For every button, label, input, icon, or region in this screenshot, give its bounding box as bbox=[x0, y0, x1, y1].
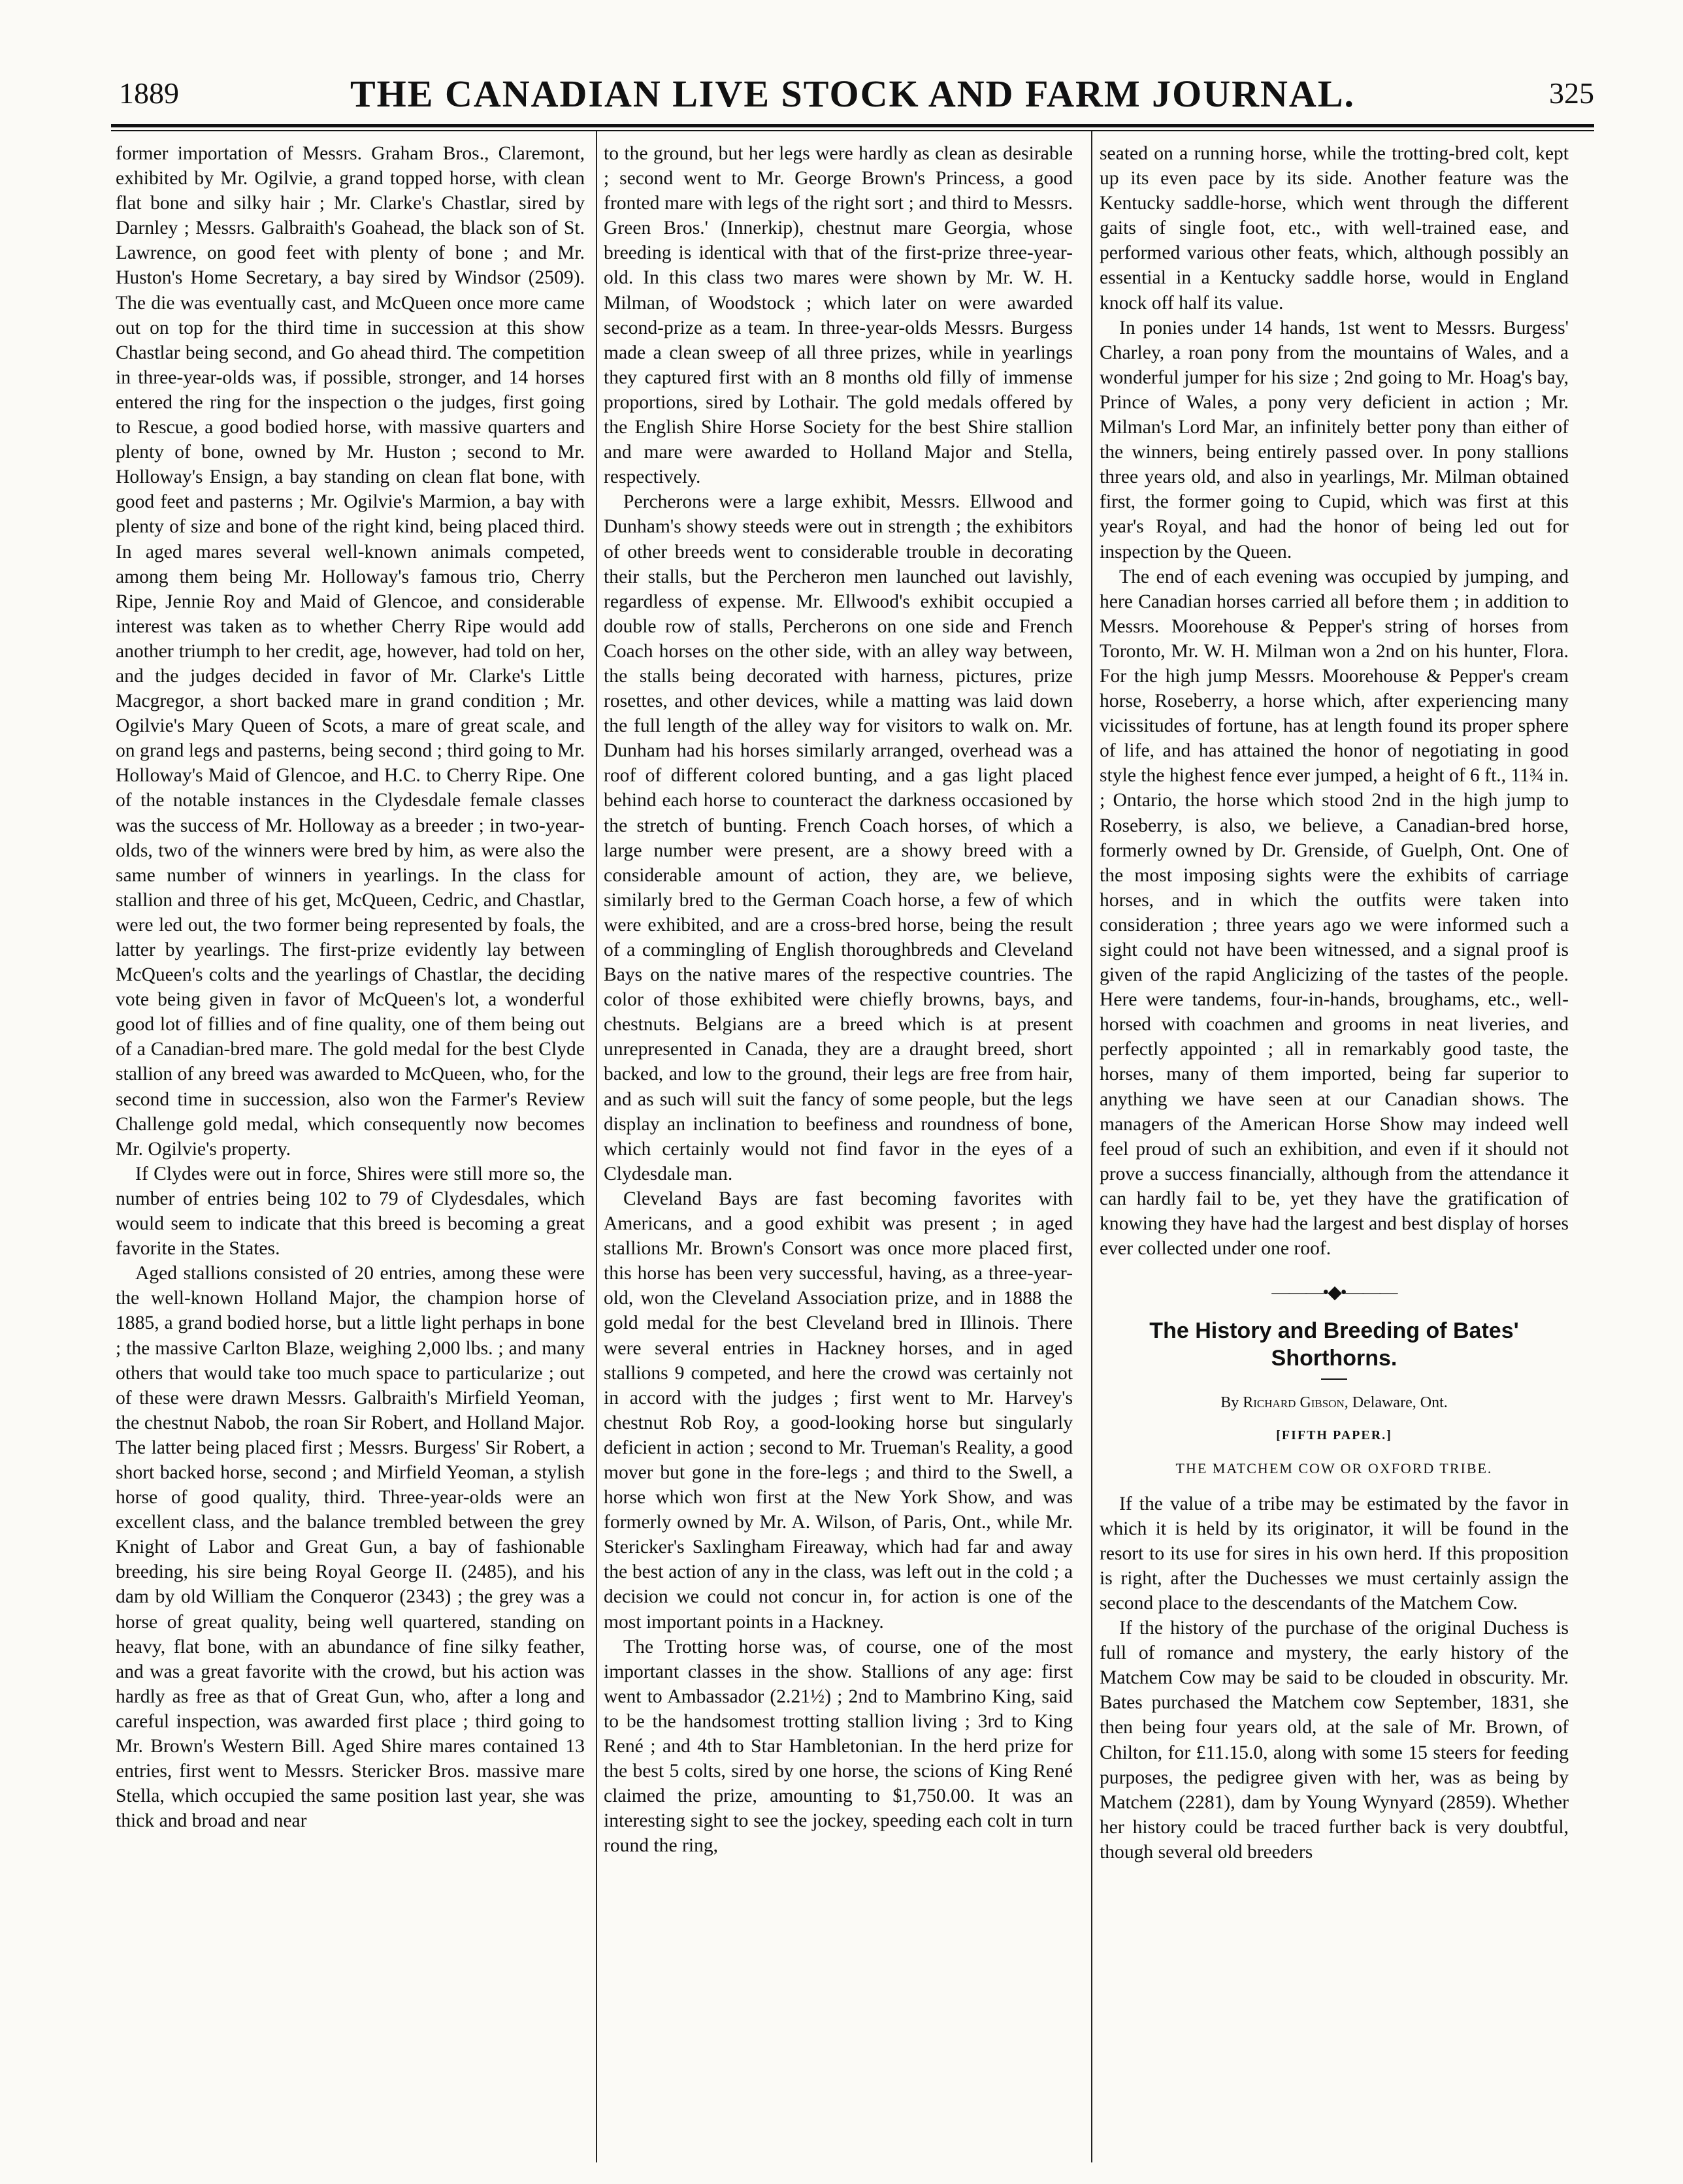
byline bbox=[1100, 1390, 1569, 1415]
column-divider bbox=[596, 131, 597, 2162]
title-rule bbox=[1321, 1378, 1347, 1380]
paragraph: The Trotting horse was, of course, one of the most important classes in the show. Stallions of any age: first went to Ambassador (2.21½) ; 2nd to Mambrino King, said to be the handsomest trotting stallion living ; 3rd to King René ; and 4th to Star Hambletonian. In the herd prize for the best 5 colts, sired by one horse, the scions of King René claimed the prize, amounting to $1,750.00. It was an interesting sight to see the jockey, speeding each colt in turn round the ring, bbox=[604, 1636, 1073, 1857]
column-divider bbox=[1091, 131, 1092, 2162]
paragraph: Percherons were a large exhibit, Messrs. Ellwood and Dunham's showy steeds were out in strength ; the exhibitors of other breeds went to considerable trouble in decorating their stalls, but the Percheron men launched out lavishly, regardless of expense. Mr. Ellwood's exhibit occupied a double row of stalls, Percherons on one side and French Coach horses on the other side, with an alley way between, the stalls being decorated with harness, pictures, prize rosettes, and other devices, while a matting was laid down the full length of the alley way for visitors to walk on. Mr. Dunham had his horses similarly arranged, overhead was a roof of different colored bunting, and a gas light placed behind each horse to counteract the darkness occasioned by the stretch of bunting. French Coach horses, of which a large number were present, are a showy breed with a considerable amount of action, they are, we believe, similarly bred to the German Coach horse, a few of which were exhibited, and are a cross-bred horse, being the result of a commingling of English thoroughbreds and Cleveland Bays on the native mares of the respective countries. The color of those exhibited were chiefly browns, bays, and chestnuts. Belgians are a breed which is at present unrepresented in Canada, they are a draught breed, short backed, and low to the ground, their legs are free from hair, and as such will suit the fancy of some people, but the legs display an inclination to beefiness and roundness of bone, which certainly would not find favor in the eyes of a Clydesdale man. bbox=[604, 491, 1073, 1184]
header-rule-thin bbox=[111, 130, 1594, 131]
header-rule-thick bbox=[111, 124, 1594, 127]
paragraph: In ponies under 14 hands, 1st went to Messrs. Burgess' Charley, a roan pony from the mountains of Wales, and a wonderful jumper for his size ; 2nd going to Mr. Hoag's bay, Prince of Wales, a pony very deficient in action ; Mr. Milman's Lord Mar, an infinitely better pony than either of the winners, being entirely passed over. In pony stallions three years old, and also in yearlings, Mr. Milman obtained first, the former going to Cupid, which was first at this year's Royal, and had the honor of being led out for inspection by the Queen. bbox=[1100, 317, 1569, 562]
page-header bbox=[111, 73, 1594, 122]
article-title-line-2: Shorthorns. bbox=[1271, 1346, 1397, 1371]
paragraph: former importation of Messrs. Graham Bros., Claremont, exhibited by Mr. Ogilvie, a grand topped horse, with clean flat bone and silky hair ; Mr. Clarke's Chastlar, sired by Darnley ; Messrs. Galbraith's Goahead, the black son of St. Lawrence, on good feet with plenty of bone ; and Mr. Huston's Home Secretary, a bay sired by Windsor (2509). The die was eventually cast, and McQueen once more came out on top for the third time in succession at this show Chastlar being second, and Go ahead third. The competition in three-year-olds was, if possible, stronger, and 14 horses entered the ring for the inspection o the judges, first going to Rescue, a good bodied horse, with massive quarters and plenty of bone, owned by Mr. Huston ; second to Mr. Holloway's Ensign, a bay standing on clean flat bone, with good feet and pasterns ; Mr. Ogilvie's Marmion, a bay with plenty of size and bone of the right kind, being placed third. In aged mares several well-known animals competed, among them being Mr. Holloway's famous trio, Cherry Ripe, Jennie Roy and Maid of Glencoe, and considerable interest was taken as to whether Cherry Ripe would add another triumph to her credit, age, however, had told on her, and the judges decided in favor of Mr. Clarke's Little Macgregor, a short backed mare in grand condition ; Mr. Ogilvie's Mary Queen of Scots, a mare of great scale, and on grand legs and pasterns, being second ; third going to Mr. Holloway's Maid of Glencoe, and H.C. to Cherry Ripe. One of the notable instances in the Clydesdale female classes was the success of Mr. Holloway as a breeder ; in two-year-olds, two of the winners were bred by him, as were also the same number of winners in yearlings. In the class for stallion and three of his get, McQueen, Cedric, and Chastlar, were led out, the two former being represented by foals, the latter by yearlings. The first-prize evidently lay between McQueen's colts and the yearlings of Chastlar, the deciding vote being given in favor of McQueen's lot, a wonderful good lot of fillies and of fine quality, one of them being out of a Canadian-bred mare. The gold medal for the best Clyde stallion of any breed was awarded to McQueen, who, for the second time in succession, also won the Farmer's Review Challenge gold medal, which consequently now becomes Mr. Ogilvie's property. bbox=[116, 143, 585, 1160]
author-name: Richard Gibson bbox=[1243, 1394, 1345, 1412]
byline-location: , Delaware, Ont. bbox=[1344, 1394, 1448, 1412]
paragraph: If the history of the purchase of the original Duchess is full of romance and mystery, the early history of the Matchem Cow may be said to be clouded in obscurity. Mr. Bates purchased the Matchem cow September, 1831, she then being four years old, at the sale of Mr. Brown, of Chilton, for £11.15.0, along with some 15 steers for feeding purposes, the pedigree given with her, was as being by Matchem (2281), dam by Young Wynyard (2859). Whether her history could be traced further back is very doubtful, though several old breeders bbox=[1100, 1618, 1569, 1863]
text-column-1 bbox=[116, 141, 585, 2160]
text-column-2 bbox=[604, 141, 1073, 2160]
paper-label: [FIFTH PAPER.] bbox=[1276, 1428, 1392, 1443]
paragraph: If Clydes were out in force, Shires were still more so, the number of entries being 102 to 79 of Clydesdales, which would seem to indicate that this breed is becoming a great favorite in the States. bbox=[116, 1163, 585, 1260]
paragraph: seated on a running horse, while the trotting-bred colt, kept up its even pace by its side. Another feature was the Kentucky saddle-horse, which went through the different gaits of single foot, etc., with well-trained ease, and performed various other feats, which, although possibly an essential in a Kentucky saddle horse, would in England knock off half its value. bbox=[1100, 143, 1569, 314]
paragraph: The end of each evening was occupied by jumping, and here Canadian horses carried all before them ; in addition to Messrs. Moorehouse & Pepper's string of horses from Toronto, Mr. W. H. Milman won a 2nd on his hunter, Flora. For the high jump Messrs. Moorehouse & Pepper's cream horse, Roseberry, a horse which, after experiencing many vicissitudes of fortune, has at length found its proper sphere of life, and has attained the honor of negotiating in good style the highest fence ever jumped, a height of 6 ft., 11¾ in. ; Ontario, the horse which stood 2nd in the high jump to Roseberry, is also, we believe, a Canadian-bred horse, formerly owned by Dr. Grenside, of Guelph, Ont. One of the most imposing sights were the exhibits of carriage horses, and in which the outfits were taken into consideration ; three years ago we were informed such a sight could not have been witnessed, and a signal proof is given of the rapid Anglicizing of the tastes of the people. Here were tandems, four-in-hands, broughams, etc., well-horsed with coachmen and grooms in neat liveries, and perfectly appointed ; all in remarkably good taste, the horses, many of them imported, being far superior to anything we have seen at our Canadian shows. The managers of the American Horse Show may indeed well feel proud of such an exhibition, and even if it should not prove a success financially, although from the attendance it can hardly fail to be, yet they have the gratification of knowing they have had the largest and best display of horses ever collected under one roof. bbox=[1100, 566, 1569, 1260]
article-title bbox=[1100, 1317, 1569, 1372]
paragraph: Aged stallions consisted of 20 entries, among these were the well-known Holland Major, the champion horse of 1885, a grand bodied horse, but a little light perhaps in bone ; the massive Carlton Blaze, weighing 2,000 lbs. ; and many others that would take too much space to particularize ; out of these were drawn Messrs. Galbraith's Mirfield Yeoman, the chestnut Nabob, the roan Sir Robert, and Holland Major. The latter being placed first ; Messrs. Burgess' Sir Robert, a short backed horse, second ; and Mirfield Yeoman, a stylish horse of good quality, third. Three-year-olds were an excellent class, and the balance trembled between the grey Knight of Labor and Great Gun, a bay of fashionable breeding, his sire being Royal George II. (2485), and his dam by old William the Conqueror (2343) ; the grey was a horse of great quality, being well quartered, standing on heavy, flat bone, with an abundance of fine silky feather, and was a great favorite with the crowd, but his action was hardly as free as that of Great Gun, who, after a long and careful inspection, was awarded first place ; third going to Mr. Brown's Western Bill. Aged Shire mares contained 13 entries, first went to Messrs. Stericker Bros. massive mare Stella, which occupied the same position last year, she was thick and broad and near bbox=[116, 1263, 585, 1832]
section-heading: THE MATCHEM COW OR OXFORD TRIBE. bbox=[1175, 1459, 1493, 1476]
journal-title: THE CANADIAN LIVE STOCK AND FARM JOURNAL. bbox=[350, 73, 1356, 115]
paragraph: If the value of a tribe may be estimated by the favor in which it is held by its originator, it will be found in the resort to its use for sires in his own herd. If this proposition is right, after the Duchesses we must certainly assign the second place to the descendants of the Matchem Cow. bbox=[1100, 1493, 1569, 1614]
byline-prefix: By bbox=[1220, 1394, 1239, 1412]
article-title-line-1: The History and Breeding of Bates' bbox=[1149, 1318, 1519, 1344]
page-number: 325 bbox=[1549, 76, 1594, 110]
paragraph: to the ground, but her legs were hardly as clean as desirable ; second went to Mr. George Brown's Princess, a good fronted mare with legs of the right sort ; and third to Messrs. Green Bros.' (Innerkip), chestnut mare Georgia, whose breeding is identical with that of the first-prize three-year-old. In this class two mares were shown by Mr. W. H. Milman, of Woodstock ; which later on were awarded second-prize as a team. In three-year-olds Messrs. Burgess made a clean sweep of all three prizes, while in yearlings they captured first with an 8 months old filly of immense proportions, sired by Lothair. The gold medals offered by the English Shire Horse Society for the best Shire stallion and mare were awarded to Holland Major and Stella, respectively. bbox=[604, 143, 1073, 488]
section-ornament: ———•◆•——— bbox=[1271, 1282, 1397, 1303]
text-column-3 bbox=[1100, 141, 1569, 2160]
paragraph: Cleveland Bays are fast becoming favorites with Americans, and a good exhibit was present ; in aged stallions Mr. Brown's Consort was once more placed first, this horse has been very successful, having, as a three-year-old, won the Cleveland Association prize, and in 1888 the gold medal for the best Cleveland bred in Illinois. There were several entries in Hackney horses, and in aged stallions 9 competed, and here the crowd was certainly not in accord with the judges ; first went to Mr. Harvey's chestnut Rob Roy, a good-looking horse but singularly deficient in action ; second to Mr. Trueman's Reality, a good mover but gone in the fore-legs ; and third to the Swell, a horse which won first at the New York Show, and was formerly owned by Mr. A. Wilson, of Paris, Ont., while Mr. Stericker's Saxlingham Fireaway, which had far and away the best action of any in the class, was left out in the cold ; a decision we could not concur in, for action is one of the most important points in a Hackney. bbox=[604, 1188, 1073, 1633]
header-year: 1889 bbox=[119, 76, 179, 110]
